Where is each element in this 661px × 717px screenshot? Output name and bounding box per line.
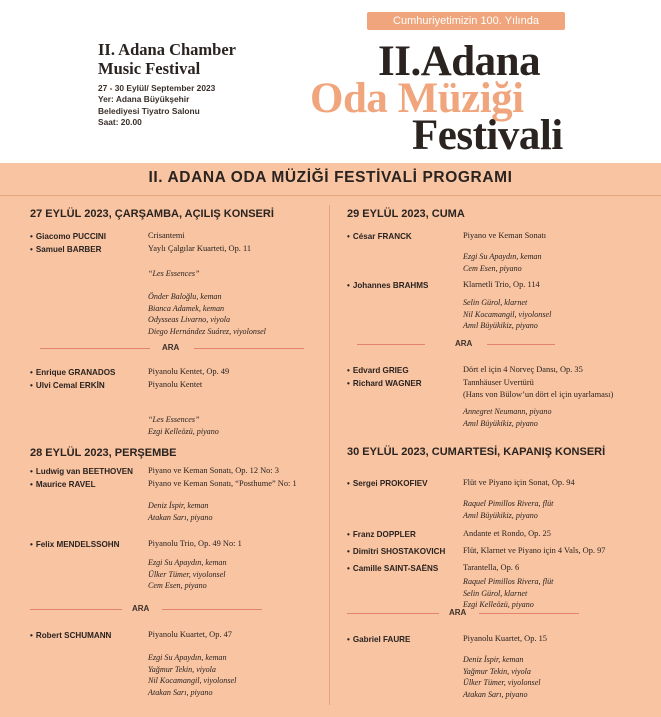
title-line-3: Festivali [412,112,563,159]
work: Andante et Rondo, Op. 25 [463,529,551,538]
work: Piyanolu Kentet [148,380,203,389]
day-heading-27: 27 EYLÜL 2023, ÇARŞAMBA, AÇILIŞ KONSERİ [30,208,274,220]
performers: “Les Essences” Ezgi Kelleözü, piyano [148,415,219,436]
work-note: (Hans von Bülow’un dört el için uyarlaması) [463,390,614,399]
composer: • Ulvi Cemal ERKİN [30,381,105,390]
intermission: ARA [30,604,320,614]
composer: • Franz DOPPLER [347,530,416,539]
work: Piyanolu Kuartet, Op. 47 [148,630,232,639]
work: Tarantella, Op. 6 [463,563,520,572]
composer: • Maurice RAVEL [30,480,96,489]
work: Dört el için 4 Norveç Dansı, Op. 35 [463,365,583,374]
composer: • Edvard GRIEG [347,366,409,375]
divider [0,195,661,196]
composer: • Ludwig van BEETHOVEN [30,467,133,476]
composer: • Dimitri SHOSTAKOVICH [347,547,445,556]
work: Piyanolu Kentet, Op. 49 [148,367,230,376]
composer: • Sergei PROKOFIEV [347,479,428,488]
composer: • Johannes BRAHMS [347,281,428,290]
work: Tannhäuser Uvertürü [463,378,534,387]
program-title: II. ADANA ODA MÜZİĞİ FESTİVALİ PROGRAMI [148,169,513,186]
performers: Raquel Pimillos Rivera, flüt Amıl Büyükikiz, piyano [463,499,554,520]
performers: Annegret Neumann, piyano Amıl Büyükikiz, piyano [463,407,552,428]
composer: • Giacomo PUCCINI [30,232,106,241]
work: Piyanolu Kuartet, Op. 15 [463,634,547,643]
composer: • Richard WAGNER [347,379,422,388]
work: Flüt, Klarnet ve Piyano için 4 Vals, Op. 97 [463,546,606,555]
work: Piyano ve Keman Sonatı, Op. 12 No: 3 [148,466,279,475]
composer: • Samuel BARBER [30,245,102,254]
column-divider [329,205,330,705]
composer: • Enrique GRANADOS [30,368,115,377]
performers: Ezgi Su Apaydın, keman Yağmur Tekin, viyola Nil Kocamangil, viyolonsel Atakan Sarı, piyano [148,653,237,697]
performers: Selin Gürol, klarnet Nil Kocamangil, viyolonsel Amıl Büyükikiz, piyano [463,298,552,331]
performers: Ezgi Su Apaydın, keman Cem Esen, piyano [463,252,542,273]
work: Piyano ve Keman Sonatı [463,231,547,240]
title-line-2: Oda Müziği [310,75,524,122]
day-heading-29: 29 EYLÜL 2023, CUMA [347,208,465,220]
title-line-1: II.Adana [378,38,541,85]
performers: Raquel Pimillos Rivera, flüt Selin Gürol, klarnet Ezgi Kelleözü, piyano [463,577,554,610]
work: Flüt ve Piyano için Sonat, Op. 94 [463,478,575,487]
performers: Ezgi Su Apaydın, keman Ülker Tümer, viyolonsel Cem Esen, piyano [148,558,227,591]
performers: Deniz İspir, keman Yağmur Tekin, viyola Ülker Tümer, viyolonsel Atakan Sarı, piyano [463,655,541,699]
composer: • Felix MENDELSSOHN [30,540,120,549]
day-heading-30: 30 EYLÜL 2023, CUMARTESİ, KAPANIŞ KONSERİ [347,446,606,458]
centenary-badge: Cumhuriyetimizin 100. Yılında [367,12,565,30]
english-title: II. Adana Chamber Music Festival [98,40,236,78]
work: Yaylı Çalgılar Kuarteti, Op. 11 [148,244,252,253]
day-heading-28: 28 EYLÜL 2023, PERŞEMBE [30,447,177,459]
performers: Deniz İspir, keman Atakan Sarı, piyano [148,501,213,522]
composer: • Robert SCHUMANN [30,631,111,640]
work: Klarnetli Trio, Op. 114 [463,280,540,289]
work: Crisantemi [148,231,185,240]
intermission: ARA [347,339,637,349]
intermission: ARA [347,608,637,618]
performers: “Les Essences” Önder Baloğlu, keman Bianca Adamek, keman Odysseas Livarno, viyola Diego Hernández Suárez, viyolonsel [148,269,266,336]
composer: • César FRANCK [347,232,412,241]
intermission: ARA [30,343,320,353]
composer: • Camille SAINT-SAËNS [347,564,438,573]
event-info: 27 - 30 Eylül/ September 2023 Yer: Adana Büyükşehir Belediyesi Tiyatro Salonu Saat: 20.00 [98,83,216,128]
work: Piyanolu Trio, Op. 49 No: 1 [148,539,242,548]
composer: • Gabriel FAURE [347,635,410,644]
work: Piyano ve Keman Sonatı, “Posthume” No: 1 [148,479,297,488]
